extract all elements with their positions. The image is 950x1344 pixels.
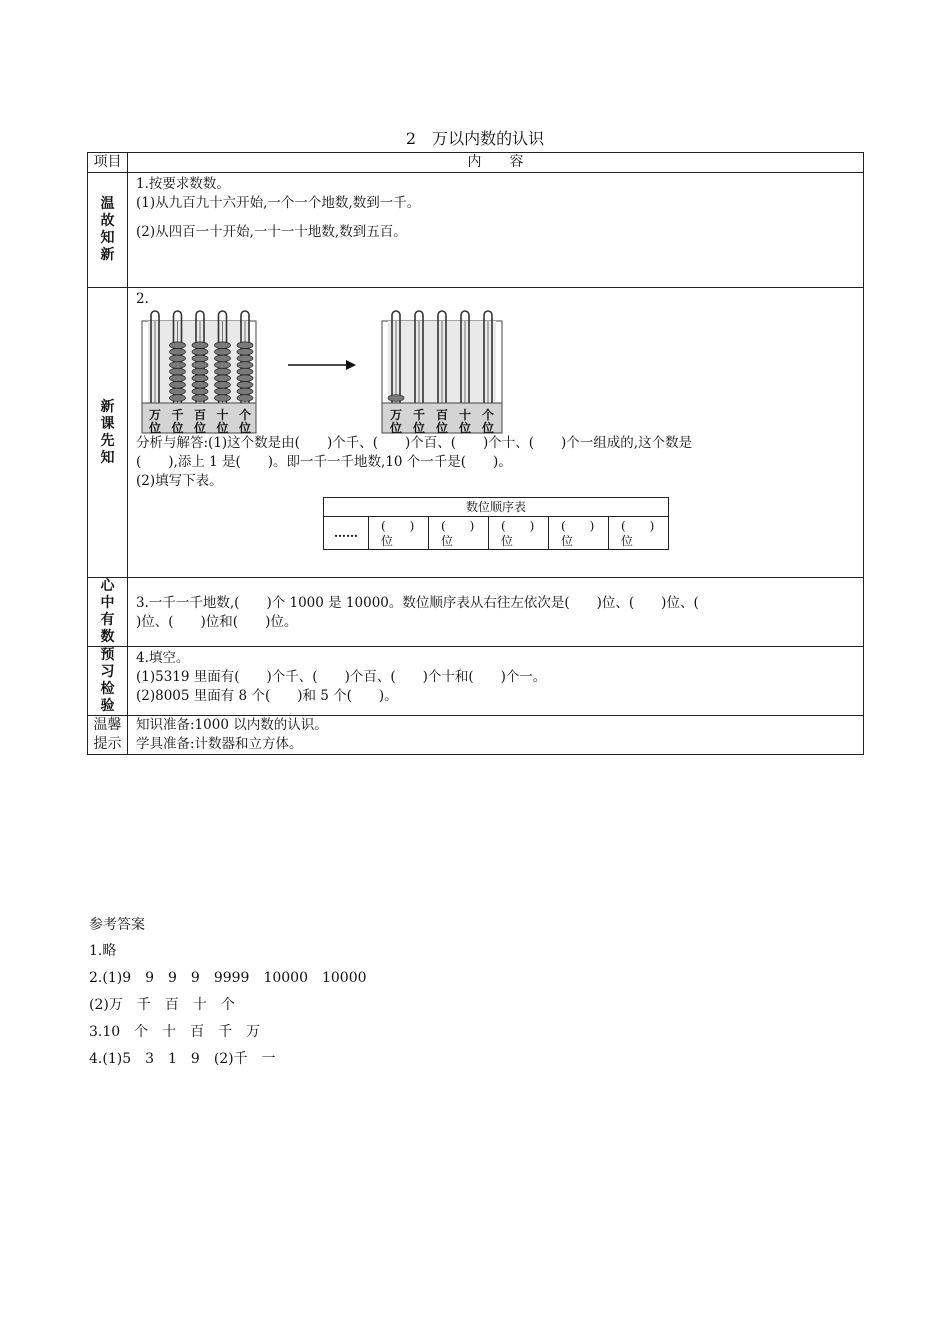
abacus-place-suffix: 位 xyxy=(412,421,426,434)
abacus-bead xyxy=(215,362,231,369)
abacus-bead xyxy=(192,362,208,369)
abacus-bead xyxy=(237,388,253,395)
abacus-place-suffix: 位 xyxy=(193,421,207,434)
section-mind xyxy=(88,578,864,647)
preview-line-2: (1)5319 里面有( )个千、( )个百、( )个十和( )个一。 xyxy=(136,669,547,685)
abacus-bead xyxy=(192,395,208,402)
abacus-bead xyxy=(170,395,186,402)
table-header-row xyxy=(88,153,864,173)
answer-line-1: 1.略 xyxy=(89,943,117,959)
fill-table-prompt: (2)填写下表。 xyxy=(136,473,223,489)
abacus-bead xyxy=(170,362,186,369)
order-table-place-4[interactable]: ( ) 位 xyxy=(549,517,609,550)
abacus-bead xyxy=(237,375,253,382)
abacus-bead xyxy=(170,382,186,389)
section-review xyxy=(88,173,864,288)
mind-line-1: 3.一千一千地数,( )个 1000 是 10000。数位顺序表从右往左依次是( )位、( )位、( xyxy=(136,595,699,611)
abacus-bead xyxy=(215,368,231,375)
abacus-bead xyxy=(237,382,253,389)
abacus-bead xyxy=(215,349,231,356)
analysis-line-1: 分析与解答:(1)这个数是由( )个千、( )个百、( )个十、( )个一组成的,这个数是 xyxy=(136,435,693,451)
abacus-place-label: 个 xyxy=(481,408,495,422)
section-new-lesson xyxy=(88,288,864,578)
abacus-place-suffix: 位 xyxy=(458,421,472,434)
abacus-bead xyxy=(215,388,231,395)
abacus-place-label: 十 xyxy=(458,408,472,422)
review-line-3: (2)从四百一十开始,一十一十地数,数到五百。 xyxy=(136,224,407,240)
review-line-1: 1.按要求数数。 xyxy=(136,176,230,192)
section-label-tips: 温馨提示 xyxy=(93,717,122,752)
abacus-bead xyxy=(192,342,208,349)
tips-line-2: 学具准备:计数器和立方体。 xyxy=(136,736,303,752)
section-label-mind: 心中有数 xyxy=(100,578,115,645)
abacus-place-label: 十 xyxy=(216,408,229,422)
abacus-bead xyxy=(237,395,253,402)
section-label-new-lesson: 新课先知 xyxy=(100,398,115,466)
abacus-right xyxy=(380,309,504,434)
order-table-ellipsis: …… xyxy=(324,517,369,550)
lesson-table xyxy=(87,152,864,755)
abacus-bead xyxy=(215,395,231,402)
abacus-bead xyxy=(170,349,186,356)
answer-line-4: 3.10 个 十 百 千 万 xyxy=(89,1024,261,1040)
answer-line-3: (2)万 千 百 十 个 xyxy=(89,997,235,1013)
order-table-place-1[interactable]: ( ) 位 xyxy=(369,517,429,550)
review-line-2: (1)从九百九十六开始,一个一个地数,数到一千。 xyxy=(136,195,421,211)
section-label-preview: 预习检验 xyxy=(100,647,115,714)
abacus-place-label: 个 xyxy=(238,408,252,422)
abacus-bead xyxy=(192,355,208,362)
order-table-place-2[interactable]: ( ) 位 xyxy=(429,517,489,550)
section-label-review: 温故知新 xyxy=(100,196,115,263)
header-item: 项目 xyxy=(88,153,128,173)
section-tips xyxy=(88,716,864,755)
abacus-place-suffix: 位 xyxy=(238,421,252,434)
answer-key-title: 参考答案 xyxy=(89,917,145,933)
abacus-bead xyxy=(170,368,186,375)
abacus-bead xyxy=(192,388,208,395)
arrow-icon xyxy=(288,355,358,375)
section-preview xyxy=(88,647,864,716)
abacus-bead xyxy=(170,342,186,349)
abacus-bead xyxy=(388,395,404,402)
abacus-illustration xyxy=(136,309,855,434)
abacus-bead xyxy=(192,375,208,382)
abacus-bead xyxy=(170,388,186,395)
abacus-bead xyxy=(237,355,253,362)
abacus-place-label: 万 xyxy=(389,408,403,422)
abacus-place-suffix: 位 xyxy=(481,421,495,434)
abacus-bead xyxy=(237,368,253,375)
abacus-place-label: 千 xyxy=(171,408,184,422)
abacus-bead xyxy=(237,362,253,369)
abacus-left xyxy=(140,309,258,434)
abacus-place-suffix: 位 xyxy=(216,421,229,434)
tips-line-1: 知识准备:1000 以内数的认识。 xyxy=(136,717,328,733)
order-table-caption: 数位顺序表 xyxy=(324,498,669,517)
analysis-line-2: ( ),添上 1 是( )。即一千一千地数,10 个一千是( )。 xyxy=(136,454,512,470)
abacus-place-label: 百 xyxy=(193,408,207,422)
abacus-place-suffix: 位 xyxy=(435,421,449,434)
abacus-bead xyxy=(215,382,231,389)
header-content: 内 容 xyxy=(128,153,864,173)
abacus-bead xyxy=(170,355,186,362)
abacus-bead xyxy=(192,349,208,356)
preview-line-1: 4.填空。 xyxy=(136,650,190,666)
abacus-place-suffix: 位 xyxy=(148,421,162,434)
abacus-place-suffix: 位 xyxy=(389,421,403,434)
order-table-place-3[interactable]: ( ) 位 xyxy=(489,517,549,550)
abacus-bead xyxy=(192,368,208,375)
abacus-bead xyxy=(237,342,253,349)
order-table-place-5[interactable]: ( ) 位 xyxy=(609,517,669,550)
abacus-place-suffix: 位 xyxy=(171,421,184,434)
abacus-place-label: 万 xyxy=(148,408,162,422)
question-2-number: 2. xyxy=(136,291,149,307)
abacus-bead xyxy=(215,342,231,349)
abacus-bead xyxy=(170,375,186,382)
page-title: 2 万以内数的认识 xyxy=(405,129,545,148)
answer-key xyxy=(89,912,367,1073)
answer-line-2: 2.(1)9 9 9 9 9999 10000 10000 xyxy=(89,970,367,986)
place-value-order-table xyxy=(323,497,669,550)
abacus-place-label: 百 xyxy=(435,408,449,422)
abacus-bead xyxy=(215,375,231,382)
abacus-bead xyxy=(192,382,208,389)
answer-line-5: 4.(1)5 3 1 9 (2)千 一 xyxy=(89,1051,276,1067)
mind-line-2: )位、( )位和( )位。 xyxy=(136,614,298,630)
abacus-place-label: 千 xyxy=(412,408,426,422)
abacus-bead xyxy=(215,355,231,362)
preview-line-3: (2)8005 里面有 8 个( )和 5 个( )。 xyxy=(136,688,398,704)
abacus-bead xyxy=(237,349,253,356)
